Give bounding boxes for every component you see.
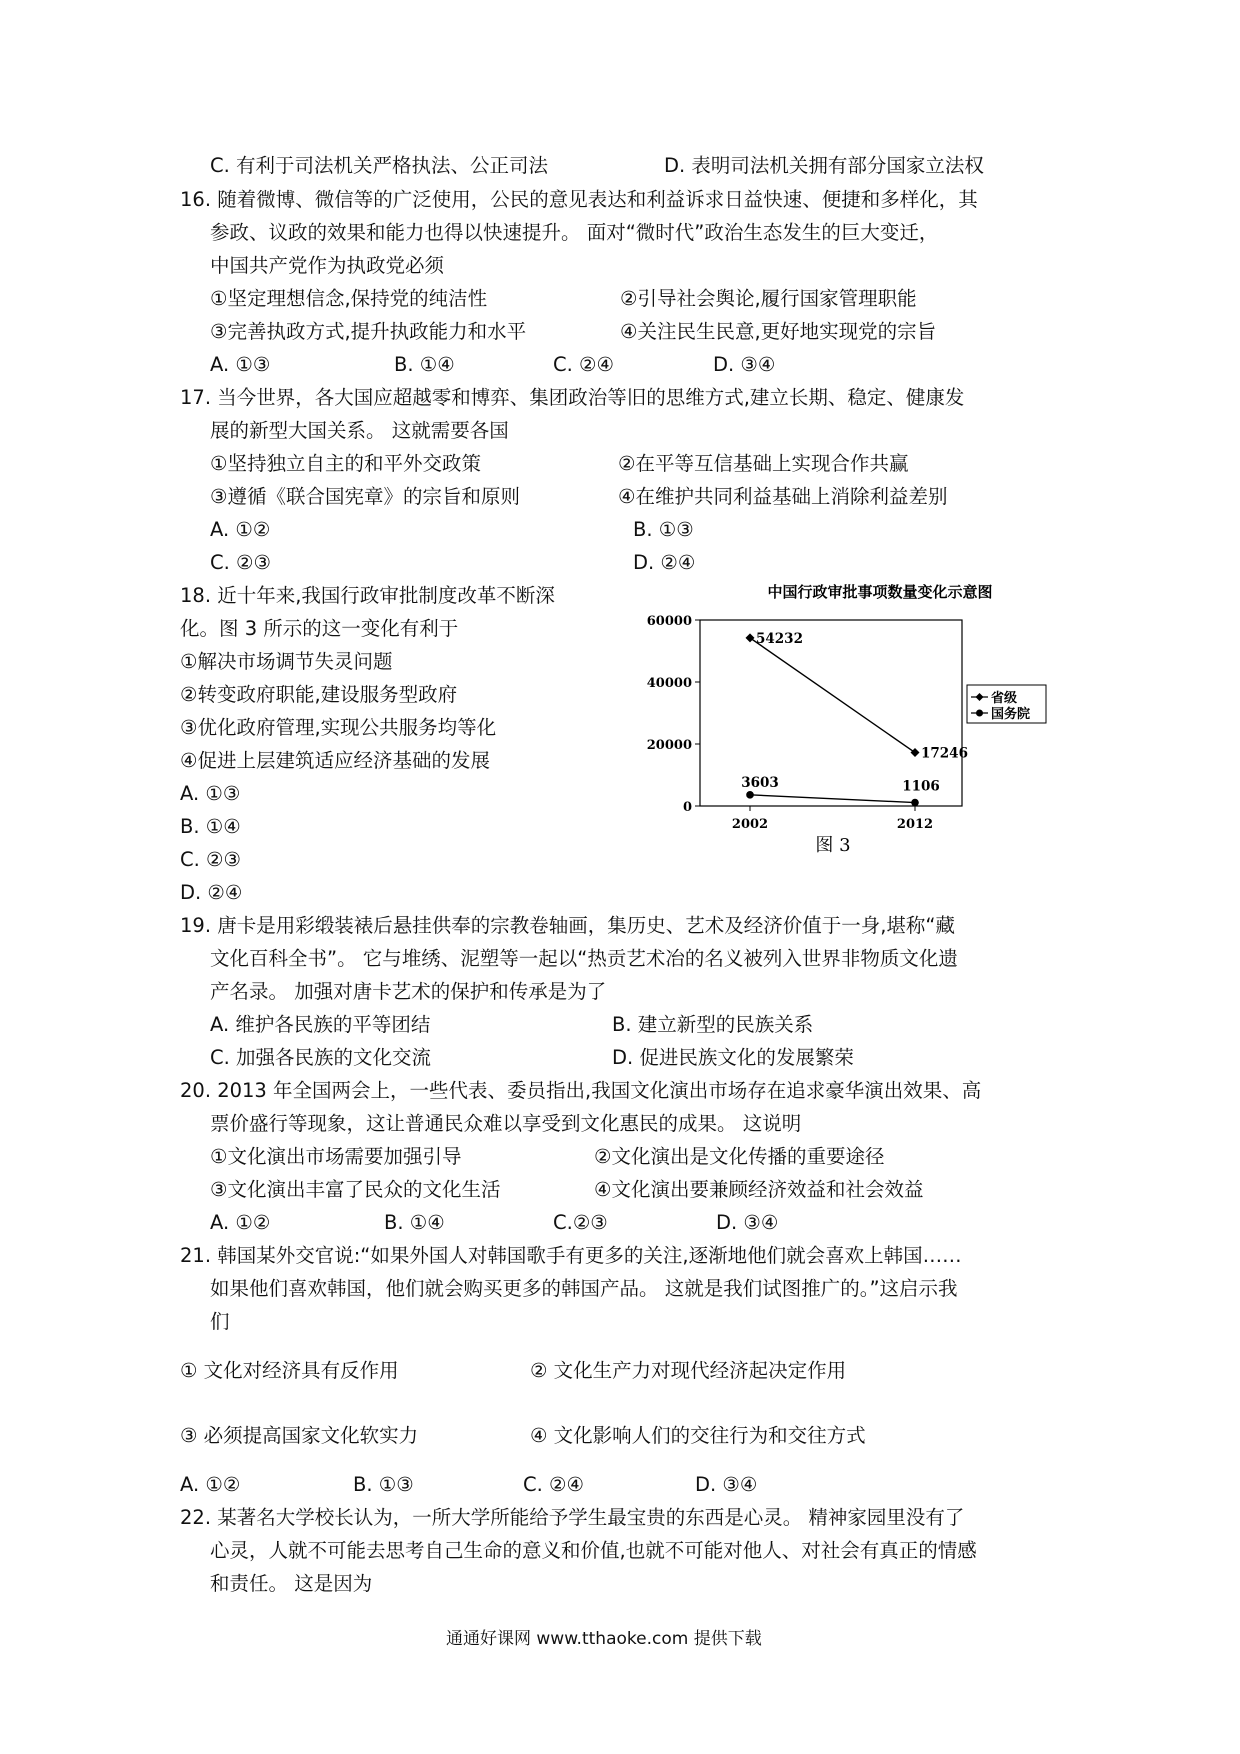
data-point xyxy=(746,633,755,642)
y-tick-label: 20000 xyxy=(646,738,692,753)
q17-item-2: ②在平等互信基础上实现合作共赢 xyxy=(618,452,909,475)
q22-stem: 22. 某著名大学校长认为，一所大学所能给予学生最宝贵的东西是心灵。 精神家园里没有了 xyxy=(180,1506,965,1529)
q15-option-c: C. 有利于司法机关严格执法、公正司法 xyxy=(210,154,549,177)
q18-item-4: ④促进上层建筑适应经济基础的发展 xyxy=(180,749,490,772)
data-label: 3603 xyxy=(741,774,779,791)
data-point xyxy=(746,791,754,799)
series-line-1 xyxy=(750,795,915,803)
q21-stem: 21. 韩国某外交官说:“如果外国人对韩国歌手有更多的关注,逐渐地他们就会喜欢上韩国…… xyxy=(180,1244,962,1267)
y-tick-label: 60000 xyxy=(646,614,692,629)
q20-item-3: ③文化演出丰富了民众的文化生活 xyxy=(210,1178,501,1201)
q16-item-1: ①坚定理想信念,保持党的纯洁性 xyxy=(210,287,488,310)
q18-stem: 18. 近十年来,我国行政审批制度改革不断深 xyxy=(180,584,555,607)
q17-option-d: D. ②④ xyxy=(633,551,696,574)
q18-option-a: A. ①③ xyxy=(180,782,241,805)
q18-item-2: ②转变政府职能,建设服务型政府 xyxy=(180,683,458,706)
q17-option-b: B. ①③ xyxy=(633,518,694,541)
q21-option-c: C. ②④ xyxy=(523,1473,584,1496)
q17-option-a: A. ①② xyxy=(210,518,271,541)
q18-option-d: D. ②④ xyxy=(180,881,243,904)
q19-option-d: D. 促进民族文化的发展繁荣 xyxy=(612,1046,854,1069)
q17-stem: 17. 当今世界，各大国应超越零和博弈、集团政治等旧的思维方式,建立长期、稳定、健康发 xyxy=(180,386,965,409)
q17-item-1: ①坚持独立自主的和平外交政策 xyxy=(210,452,481,475)
q17-option-c: C. ②③ xyxy=(210,551,271,574)
x-tick-label: 2012 xyxy=(896,817,934,832)
series-line-0 xyxy=(750,638,915,753)
q20-stem: 票价盛行等现象，这让普通民众难以享受到文化惠民的成果。 这说明 xyxy=(210,1112,802,1135)
q17-item-3: ③遵循《联合国宪章》的宗旨和原则 xyxy=(210,485,520,508)
q20-option-c: C.②③ xyxy=(553,1211,608,1234)
q16-item-4: ④关注民生民意,更好地实现党的宗旨 xyxy=(620,320,937,343)
q19-option-c: C. 加强各民族的文化交流 xyxy=(210,1046,432,1069)
q18-option-b: B. ①④ xyxy=(180,815,241,838)
data-label: 17246 xyxy=(921,745,968,762)
q19-option-b: B. 建立新型的民族关系 xyxy=(612,1013,814,1036)
page-footer: 通通好课网 www.tthaoke.com 提供下载 xyxy=(446,1629,762,1649)
q21-item-4: ④ 文化影响人们的交往行为和交往方式 xyxy=(530,1424,866,1447)
q19-option-a: A. 维护各民族的平等团结 xyxy=(210,1013,431,1036)
q18-option-c: C. ②③ xyxy=(180,848,241,871)
q19-stem: 19. 唐卡是用彩缎装裱后悬挂供奉的宗教卷轴画，集历史、艺术及经济价值于一身,堪称“藏 xyxy=(180,914,956,937)
q16-option-b: B. ①④ xyxy=(394,353,455,376)
q16-stem: 中国共产党作为执政党必须 xyxy=(210,254,445,277)
q20-stem: 20. 2013 年全国两会上，一些代表、委员指出,我国文化演出市场存在追求豪华演出效果、高 xyxy=(180,1079,982,1102)
data-point xyxy=(911,748,920,757)
data-label: 54232 xyxy=(756,630,803,647)
q20-option-a: A. ①② xyxy=(210,1211,271,1234)
legend-label-state-council: 国务院 xyxy=(991,707,1031,722)
q16-stem: 16. 随着微博、微信等的广泛使用，公民的意见表达和利益诉求日益快速、便捷和多样化，其 xyxy=(180,188,978,211)
q20-option-b: B. ①④ xyxy=(384,1211,445,1234)
q21-option-b: B. ①③ xyxy=(353,1473,414,1496)
q21-item-1: ① 文化对经济具有反作用 xyxy=(180,1359,399,1382)
q21-option-a: A. ①② xyxy=(180,1473,241,1496)
line-chart xyxy=(630,575,1070,865)
q22-stem: 和责任。 这是因为 xyxy=(210,1572,373,1595)
q21-item-3: ③ 必须提高国家文化软实力 xyxy=(180,1424,419,1447)
q18-item-1: ①解决市场调节失灵问题 xyxy=(180,650,393,673)
data-label: 1106 xyxy=(902,778,940,795)
data-point xyxy=(911,799,919,807)
q20-item-1: ①文化演出市场需要加强引导 xyxy=(210,1145,462,1168)
x-tick-label: 2002 xyxy=(731,817,769,832)
q21-option-d: D. ③④ xyxy=(695,1473,758,1496)
q21-stem: 们 xyxy=(210,1310,230,1333)
q16-item-3: ③完善执政方式,提升执政能力和水平 xyxy=(210,320,527,343)
q16-option-a: A. ①③ xyxy=(210,353,271,376)
q16-item-2: ②引导社会舆论,履行国家管理职能 xyxy=(620,287,917,310)
q19-stem: 文化百科全书”。 它与堆绣、泥塑等一起以“热贡艺术冶的名义被列入世界非物质文化遗 xyxy=(210,947,958,970)
q17-item-4: ④在维护共同利益基础上消除利益差别 xyxy=(618,485,948,508)
q19-stem: 产名录。 加强对唐卡艺术的保护和传承是为了 xyxy=(210,980,607,1003)
chart-title: 中国行政审批事项数量变化示意图 xyxy=(767,583,993,601)
legend-label-provincial: 省级 xyxy=(991,691,1018,706)
q21-stem: 如果他们喜欢韩国，他们就会购买更多的韩国产品。 这就是我们试图推广的。”这启示我 xyxy=(210,1277,958,1300)
q20-item-2: ②文化演出是文化传播的重要途径 xyxy=(594,1145,885,1168)
q16-option-d: D. ③④ xyxy=(713,353,776,376)
q22-stem: 心灵，人就不可能去思考自己生命的意义和价值,也就不可能对他人、对社会有真正的情感 xyxy=(210,1539,977,1562)
legend-marker-state-council xyxy=(976,710,983,717)
q15-option-d: D. 表明司法机关拥有部分国家立法权 xyxy=(664,154,984,177)
y-tick-label: 40000 xyxy=(646,676,692,691)
figure-caption: 图 3 xyxy=(815,835,851,856)
q17-stem: 展的新型大国关系。 这就需要各国 xyxy=(210,419,509,442)
y-tick-label: 0 xyxy=(682,800,692,815)
q20-option-d: D. ③④ xyxy=(716,1211,779,1234)
q16-option-c: C. ②④ xyxy=(553,353,614,376)
q18-item-3: ③优化政府管理,实现公共服务均等化 xyxy=(180,716,497,739)
legend xyxy=(967,685,1046,723)
q21-item-2: ② 文化生产力对现代经济起决定作用 xyxy=(530,1359,847,1382)
q18-stem: 化。图 3 所示的这一变化有利于 xyxy=(180,617,459,640)
q16-stem: 参政、议政的效果和能力也得以快速提升。 面对“微时代”政治生态发生的巨大变迁， xyxy=(210,221,939,244)
q20-item-4: ④文化演出要兼顾经济效益和社会效益 xyxy=(594,1178,924,1201)
